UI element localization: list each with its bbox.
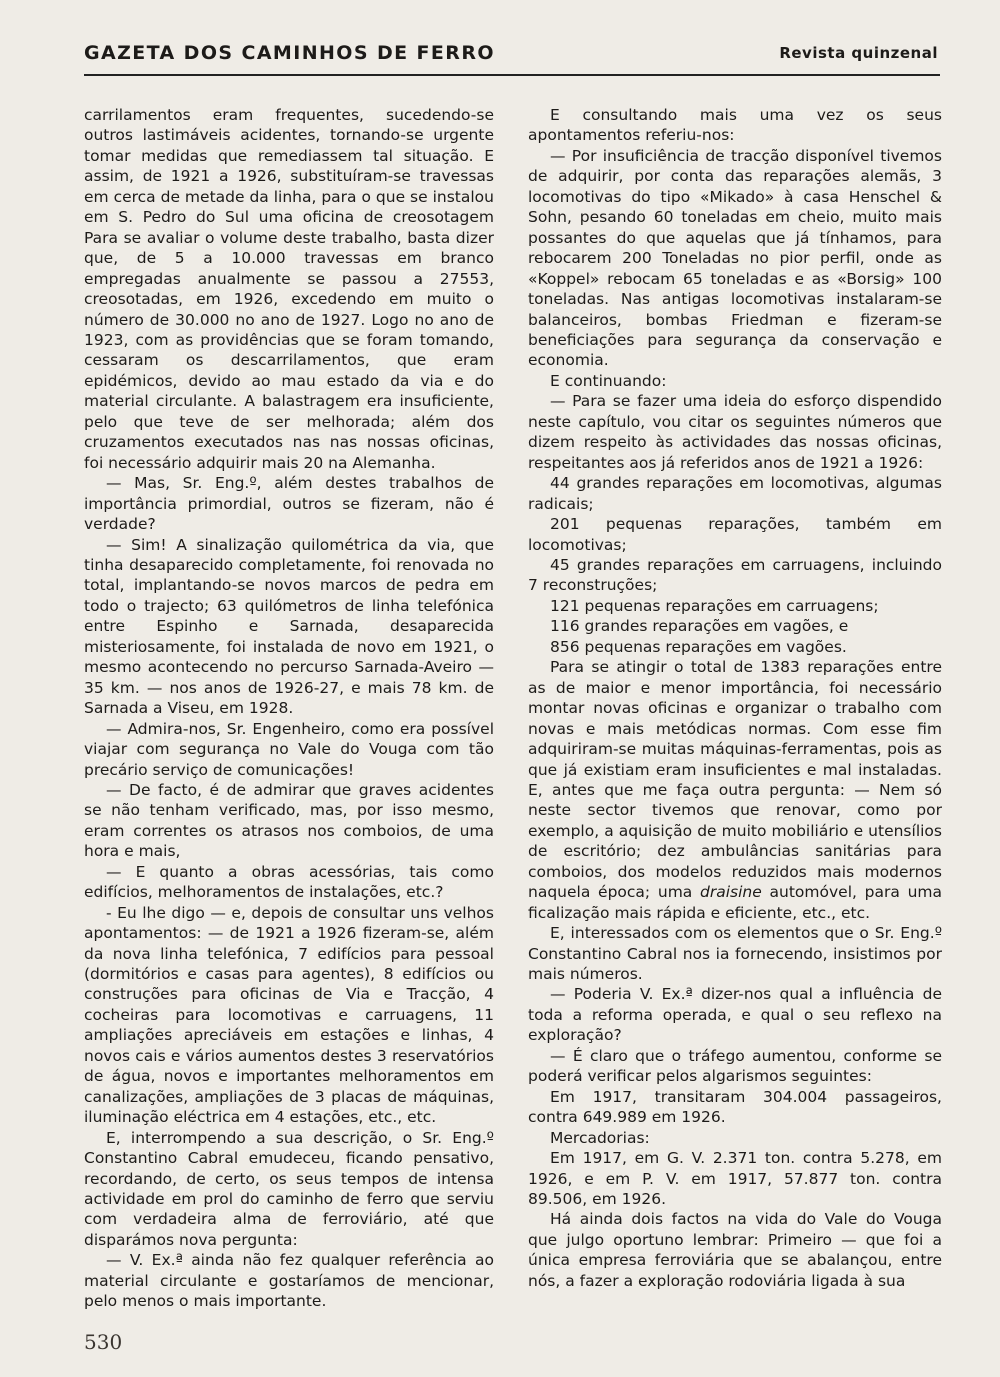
paragraph: - Eu lhe digo — e, depois de consultar uns velhos apontamentos: — de 1921 a 1926 fizeram-se, além da nova linha telefónica, 7 edifícios para pessoal (dormitórios e casas para agentes), 8 edifícios ou construções para oficinas de Via e Tracção, 4 cocheiras para locomotivas e carruagens, 11 ampliações apreciáveis em estações e linhas, 4 novos cais e vários aumentos destes 3 reservatórios de água, novos e importantes melhoramentos em canalizações, ampliações de 3 placas de máquinas, iluminação eléctrica em 4 estações, etc., etc. bbox=[84, 903, 494, 1127]
left-column bbox=[84, 105, 494, 1312]
paragraph: — Sim! A sinalização quilométrica da via, que tinha desaparecido completamente, foi renovada no total, implantando-se novos marcos de pedra em todo o trajecto; 63 quilómetros de linha telefónica entre Espinho e Sarnada, desaparecida misteriosamente, foi instalada de novo em 1921, o mesmo acontecendo no percurso Sarnada-Aveiro — 35 km. — nos anos de 1926-27, e mais 78 km. de Sarnada a Viseu, em 1928. bbox=[84, 535, 494, 718]
paragraph-text: automóvel, para uma ficalização mais rápida e eficiente, etc., etc. bbox=[528, 883, 943, 922]
paragraph: — E quanto a obras acessórias, tais como edifícios, melhoramentos de instalações, etc.? bbox=[84, 862, 494, 902]
page-number: 530 bbox=[84, 1330, 123, 1354]
paragraph: E, interrompendo a sua descrição, o Sr. Eng.º Constantino Cabral emudeceu, ficando pensativo, recordando, de certo, os seus tempos de intensa actividade em prol do caminho de ferro que serviu com verdadeira alma de ferroviário, até que disparámos nova pergunta: bbox=[84, 1128, 494, 1249]
paragraph: E continuando: bbox=[550, 371, 667, 390]
paragraph: — É claro que o tráfego aumentou, conforme se poderá verificar pelos algarismos seguintes: bbox=[528, 1046, 942, 1086]
paragraph: 201 pequenas reparações, também em locomotivas; bbox=[528, 515, 942, 554]
paragraph-text: Para se atingir o total de 1383 reparações entre as de maior e menor importância, foi necessário montar novas oficinas e organizar o trabalho com novas e mais metódicas normas. Com esse fim adquiriram-se muitas máquinas-ferramentas, pois as que já existiam eram insuficientes e mal instaladas. E, antes que me faça outra pergunta: — Nem só neste sector tivemos que renovar, como por exemplo, a aquisição de muito mobiliário e utensílios de escritório; dez ambulâncias sanitárias para comboios, dos modelos reduzidos mais modernos naquela época; uma bbox=[528, 658, 942, 902]
paragraph: — De facto, é de admirar que graves acidentes se não tenham verificado, mas, por isso mesmo, eram correntes os atrasos nos comboios, de uma hora e mais, bbox=[84, 780, 494, 861]
paragraph: E consultando mais uma vez os seus apontamentos referiu-nos: bbox=[528, 106, 942, 145]
paragraph: — V. Ex.ª ainda não fez qualquer referência ao material circulante e gostaríamos de mencionar, pelo menos o mais importante. bbox=[84, 1251, 494, 1311]
paragraph: — Mas, Sr. Eng.º, além destes trabalhos de importância primordial, outros se fizeram, não é verdade? bbox=[84, 474, 494, 534]
paragraph: — Por insuficiência de tracção disponível tivemos de adquirir, por conta das reparações alemãs, 3 locomotivas do tipo «Mikado» à casa Henschel & Sohn, pesando 60 toneladas em cheio, muito mais possantes do que aquelas que já tínhamos, para rebocarem 200 Toneladas no pior perfil, onde as «Koppel» rebocam 65 toneladas e as «Borsig» 100 toneladas. Nas antigas locomotivas instalaram-se balanceiros, bombas Friedman e fizeram-se beneficiações para segurança da conservação e economia. bbox=[528, 146, 942, 370]
paragraph: 45 grandes reparações em carruagens, incluindo 7 reconstruções; bbox=[528, 555, 942, 595]
paragraph: — Poderia V. Ex.ª dizer-nos qual a influência de toda a reforma operada, e qual o seu reflexo na exploração? bbox=[528, 985, 942, 1045]
paragraph: Em 1917, em G. V. 2.371 ton. contra 5.278, em 1926, e em P. V. em 1917, 57.877 ton. contra 89.506, em 1926. bbox=[528, 1149, 942, 1209]
paragraph: 856 pequenas reparações em vagões. bbox=[550, 637, 847, 656]
paragraph: — Admira-nos, Sr. Engenheiro, como era possível viajar com segurança no Vale do Vouga com tão precário serviço de comunicações! bbox=[84, 719, 494, 779]
paragraph: Em 1917, transitaram 304.004 passageiros, contra 649.989 em 1926. bbox=[528, 1087, 942, 1127]
right-column bbox=[528, 105, 942, 1291]
paragraph: — Para se fazer uma ideia do esforço dispendido neste capítulo, vou citar os seguintes números que dizem respeito às actividades das nossas oficinas, respeitantes aos já referidos anos de 1921 a 1926: bbox=[528, 392, 942, 472]
paragraph: Mercadorias: bbox=[550, 1128, 650, 1147]
paragraph-with-draisine bbox=[528, 657, 942, 923]
paragraph: carrilamentos eram frequentes, sucedendo-se outros lastimáveis acidentes, tornando-se urgente tomar medidas que remediassem tal situação. E assim, de 1921 a 1926, substituíram-se travessas em cerca de metade da linha, para o que se instalou em S. Pedro do Sul uma oficina de creosotagem Para se avaliar o volume deste trabalho, basta dizer que, de 5 a 10.000 travessas em branco empregadas anualmente se passou a 27553, creosotadas, em 1926, excedendo em muito o número de 30.000 no ano de 1927. Logo no ano de 1923, com as providências que se foram tomando, cessaram os descarrilamentos, que eram epidémicos, devido ao mau estado da via e do material circulante. A balastragem era insuficiente, pelo que teve de ser melhorada; além dos cruzamentos executados nas nas nossas oficinas, foi necessário adquirir mais 20 na Alemanha. bbox=[84, 106, 494, 472]
header-rule bbox=[84, 74, 940, 76]
journal-subtitle: Revista quinzenal bbox=[779, 44, 938, 62]
paragraph: Há ainda dois factos na vida do Vale do Vouga que julgo oportuno lembrar: Primeiro — que foi a única empresa ferroviária que se abalançou, entre nós, a fazer a exploração rodoviária ligada à sua bbox=[528, 1210, 942, 1290]
draisine-word: draisine bbox=[700, 883, 762, 902]
paragraph: 116 grandes reparações em vagões, e bbox=[550, 617, 849, 636]
paragraph: 44 grandes reparações em locomotivas, algumas radicais; bbox=[528, 474, 942, 513]
paragraph: 121 pequenas reparações em carruagens; bbox=[550, 596, 879, 615]
journal-title: GAZETA DOS CAMINHOS DE FERRO bbox=[84, 42, 495, 64]
paragraph: E, interessados com os elementos que o Sr. Eng.º Constantino Cabral nos ia fornecendo, insistimos por mais números. bbox=[528, 924, 942, 984]
